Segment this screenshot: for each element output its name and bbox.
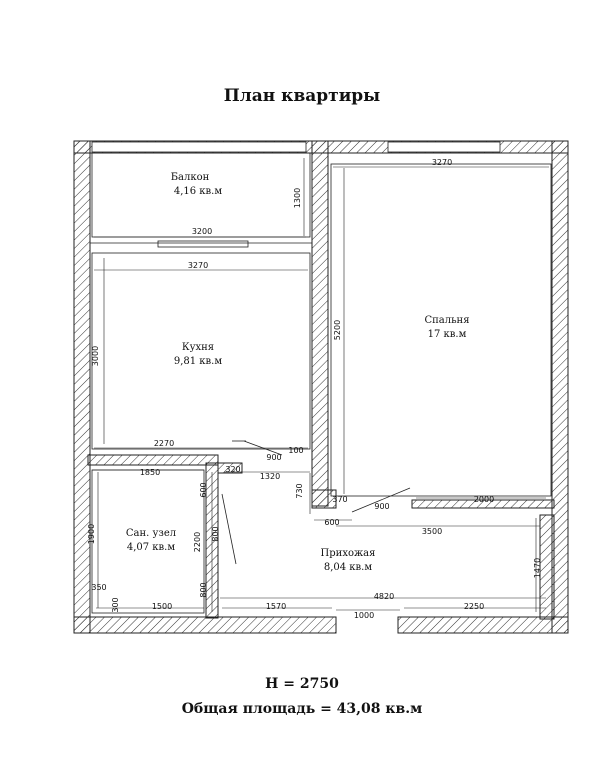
dim-kitchen-top: 3270	[187, 261, 209, 270]
total-area: Общая площадь = 43,08 кв.м	[181, 701, 423, 717]
dim-entrance-door: 1000	[353, 611, 375, 620]
dim-bedroom-top: 3270	[431, 158, 453, 167]
dim-balcony-width: 3200	[191, 227, 213, 236]
dim-corridor-1320: 1320	[259, 472, 281, 481]
hallway-name: Прихожая	[320, 548, 376, 559]
bathroom-name: Сан. узел	[125, 528, 177, 539]
dim-bath-small-a: 600	[199, 482, 208, 498]
dim-kitchen-door: 900	[266, 453, 282, 462]
dim-bath-small-b: 350	[91, 583, 107, 592]
dim-hall-2250: 2250	[463, 602, 485, 611]
dim-kitchen-bottom: 2270	[153, 439, 175, 448]
kitchen-name: Кухня	[181, 342, 215, 353]
dim-bedroom-side: 5200	[333, 319, 342, 341]
dim-bath-door: 800	[211, 526, 220, 542]
dim-bath-bottom: 1500	[151, 602, 173, 611]
exterior-walls	[74, 141, 568, 633]
dim-balcony-depth: 1300	[293, 187, 302, 209]
bedroom-area: 17 кв.м	[427, 329, 467, 340]
dim-kitchen-stub: 100	[288, 446, 304, 455]
dim-bath-right-low: 800	[199, 582, 208, 598]
dim-hall-4820: 4820	[373, 592, 395, 601]
dim-hall-3500: 3500	[421, 527, 443, 536]
hallway-area: 8,04 кв.м	[323, 562, 373, 573]
bathroom-area: 4,07 кв.м	[126, 542, 176, 553]
dim-bath-small-c: 300	[111, 597, 120, 613]
dim-kitchen-side: 3000	[91, 345, 100, 367]
dim-bedroom-bottom: 2000	[473, 495, 495, 504]
dim-corridor-730: 730	[295, 483, 304, 499]
bedroom-name: Спальня	[424, 315, 470, 326]
dim-hall-600: 600	[324, 518, 340, 527]
ceiling-height: H = 2750	[265, 676, 339, 692]
dim-bath-side: 1900	[87, 523, 96, 545]
dim-hall-1470: 1470	[533, 557, 542, 579]
dim-bedroom-door: 900	[374, 502, 390, 511]
plan-title: План квартиры	[223, 86, 381, 106]
kitchen-area: 9,81 кв.м	[173, 356, 223, 367]
dim-bath-inner: 2200	[193, 531, 202, 553]
balcony-name: Балкон	[170, 172, 210, 183]
dim-bedroom-stub: 370	[332, 495, 348, 504]
dim-hall-1570: 1570	[265, 602, 287, 611]
dim-corridor-320: 320	[225, 465, 241, 474]
balcony-area: 4,16 кв.м	[173, 186, 223, 197]
dim-bath-top: 1850	[139, 468, 161, 477]
